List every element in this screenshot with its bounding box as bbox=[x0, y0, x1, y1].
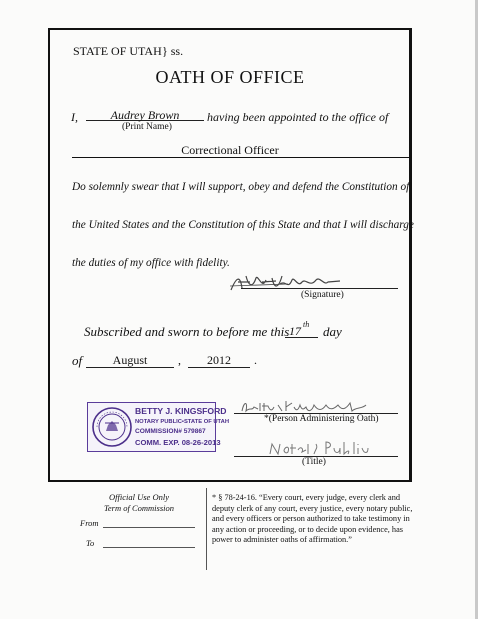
year-value: 2012 bbox=[207, 353, 231, 367]
to-label: To bbox=[86, 538, 95, 548]
oath-line-1: Do solemnly swear that I will support, obey and defend the Constitution of bbox=[72, 181, 410, 193]
page-title: OATH OF OFFICE bbox=[155, 67, 305, 87]
year-period: . bbox=[254, 353, 257, 367]
oath-line-3: the duties of my office with fidelity. bbox=[72, 257, 230, 269]
day-number: 17 bbox=[289, 324, 301, 338]
notary-commission: COMMISSION# 579867 bbox=[135, 428, 206, 435]
print-name-caption: (Print Name) bbox=[122, 122, 172, 132]
subscribed-text: Subscribed and sworn to before me this bbox=[84, 324, 290, 339]
print-name-value: Audrey Brown bbox=[110, 108, 180, 122]
term-of-commission-heading: Term of Commission bbox=[103, 503, 175, 513]
month-comma: , bbox=[178, 353, 181, 367]
appointment-text: having been appointed to the office of bbox=[207, 110, 389, 124]
notary-expiration: COMM. EXP. 08-26-2013 bbox=[135, 438, 221, 447]
footer-divider bbox=[206, 488, 207, 570]
of-label: of bbox=[72, 353, 83, 368]
i-prefix: I, bbox=[71, 110, 78, 124]
state-label: STATE OF UTAH bbox=[73, 44, 162, 58]
office-line bbox=[72, 157, 409, 158]
administering-caption: *(Person Administering Oath) bbox=[264, 414, 379, 424]
signature-caption: (Signature) bbox=[301, 290, 344, 300]
ss-label: } ss. bbox=[162, 44, 184, 58]
state-seal-icon bbox=[91, 406, 133, 448]
to-field-line bbox=[103, 547, 195, 548]
notary-title: NOTARY PUBLIC•STATE OF UTAH bbox=[135, 419, 230, 425]
title-caption: (Title) bbox=[302, 457, 326, 467]
title-handwriting-image bbox=[268, 438, 388, 458]
day-word: day bbox=[323, 324, 342, 339]
from-field-line bbox=[103, 527, 195, 528]
office-value: Correctional Officer bbox=[181, 143, 279, 157]
day-suffix: th bbox=[303, 320, 310, 329]
statute-note: * § 78-24-16. “Every court, every judge, every clerk and deputy clerk of any court, every justice, every notary public, and every officers or person authorized to take testimony in any action or proceeding, or to decide upon evidence, has power to administer oaths of affirmation.” bbox=[212, 493, 413, 545]
month-value: August bbox=[112, 353, 148, 367]
notary-name: BETTY J. KINGSFORD bbox=[135, 406, 227, 416]
signature-line bbox=[241, 288, 398, 289]
oath-line-2: the United States and the Constitution of this State and that I will discharge bbox=[72, 219, 414, 231]
from-label: From bbox=[80, 518, 99, 528]
official-use-heading: Official Use Only bbox=[109, 492, 169, 502]
notary-stamp bbox=[87, 402, 230, 452]
